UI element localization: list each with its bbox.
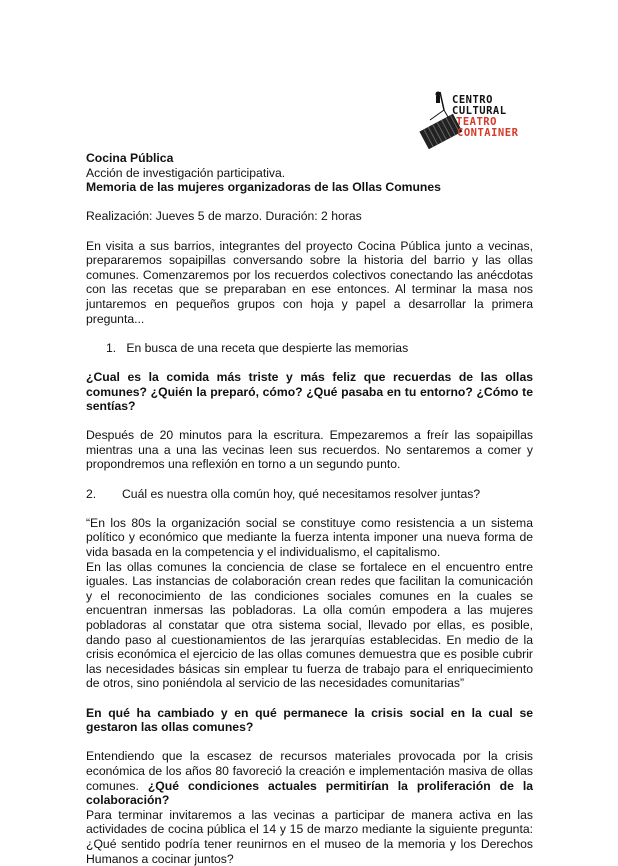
logo-line-4: CONTAINER (457, 127, 519, 139)
quote-paragraph-2: En las ollas comunes la conciencia de clase se fortalece en el encuentro entre iguales. Las instancias de colaboración crean redes que facilitan la comunicación y el reconocimiento de las condiciones sociales comunes en la cuales se encuentran inmersas las pobladoras. La olla común empodera a las mujeres pobladoras al constatar que otra sistema social, llevado por ellas, es posible, dando paso al cuestionamientos de las jerarquías establecidas. En medio de la crisis económica el ejercicio de las ollas comunes demuestra que es posible cubrir las necesidades básicas sin emplear tu fuerza de trabajo para el enriquecimiento de otros, sino poniéndola al servicio de las necesidades comunitarias” (86, 559, 533, 691)
intro-paragraph: En visita a sus barrios, integrantes del proyecto Cocina Pública junto a vecinas, prepararemos sopaipillas conversando sobre la historia del barrio y las ollas comunes. Comenzaremos por los recuerdos colectivos conectando las anécdotas con las recetas que se preparaban en ese entonces. Al terminar la masa nos juntaremos en pequeños grupos con hoja y papel a desarrollar la primera pregunta... (86, 238, 533, 326)
doc-title: Cocina Pública (86, 151, 174, 165)
question-2: En qué ha cambiado y en qué permanece la crisis social en la cual se gestaron las ollas comunes? (86, 705, 533, 735)
list-item-1-text: En busca de una receta que despierte las memorias (126, 340, 409, 355)
paragraph-3 (86, 749, 533, 807)
realizacion-line: Realización: Jueves 5 de marzo. Duración: 2 horas (86, 209, 362, 224)
doc-heading: Memoria de las mujeres organizadoras de las Ollas Comunes (86, 180, 441, 195)
paragraph-4: Para terminar invitaremos a las vecinas a participar de manera activa en las actividades de cocina pública el 14 y 15 de marzo mediante la siguiente pregunta: ¿Qué sentido podría tener reunirnos en el museo de la memoria y los Derechos Humanos a cocinar juntos? (86, 807, 533, 866)
paragraph-3-text: Entendiendo que la escasez de recursos materiales provocada por la crisis económica de los años 80 favoreció la creación e implementación masiva de ollas comunes. (86, 749, 533, 793)
logo-wordmark (452, 95, 518, 139)
logo-line-1: CENTRO (452, 94, 493, 106)
list-item-1 (86, 341, 533, 356)
quote-paragraph-1: “En los 80s la organización social se constituye como resistencia a un sistema político y económico que mediante la fuerza intenta imponer una nueva forma de vida basada en la competencia y el individualismo, el capitalismo. (86, 515, 533, 560)
list-item-1-number: 1. (106, 340, 117, 355)
paragraph-2: Después de 20 minutos para la escritura. Empezaremos a freír las sopaipillas mientras una a una las vecinas leen sus recuerdos. No sentaremos a comer y propondremos una reflexión en torno a un segundo punto. (86, 428, 533, 472)
list-item-2 (86, 487, 533, 502)
question-1: ¿Cual es la comida más triste y más feliz que recuerdas de las ollas comunes? ¿Quién la preparó, cómo? ¿Qué pasaba en tu entorno? ¿Cómo te sentías? (86, 369, 533, 414)
list-item-2-text: Cuál es nuestra olla común hoy, qué necesitamos resolver juntas? (122, 486, 481, 501)
list-item-2-number: 2. (86, 486, 97, 501)
paragraph-3-question: ¿Qué condiciones actuales permitirían la proliferación de la colaboración? (86, 778, 534, 808)
document-body (86, 151, 533, 866)
logo-line-3: TEATRO (456, 116, 497, 128)
doc-subtitle: Acción de investigación participativa. (86, 165, 286, 180)
logo-line-2: CULTURAL (452, 105, 507, 117)
